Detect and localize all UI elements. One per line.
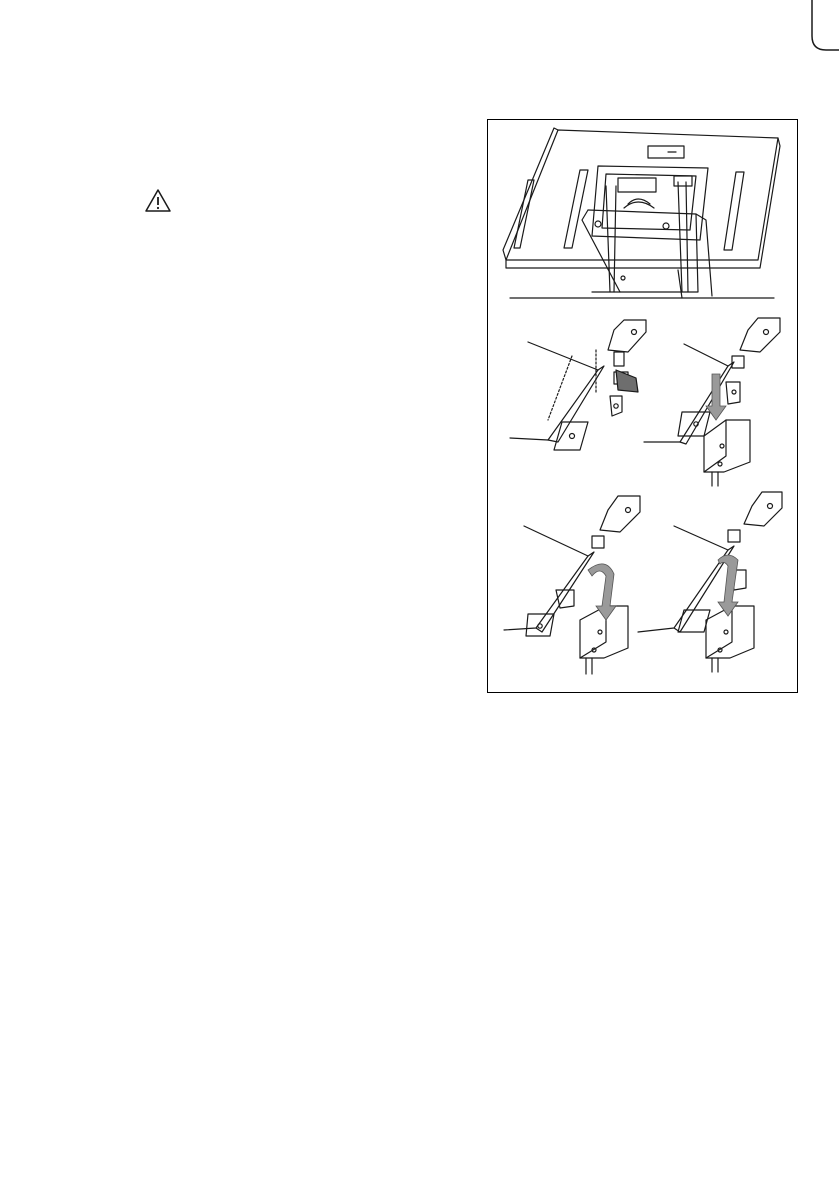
- page-edge-rule: [0, 0, 839, 60]
- warning-triangle-icon: [144, 188, 172, 214]
- step-1-panel: [510, 320, 646, 450]
- curved-arrow-icon: [588, 564, 616, 620]
- step-4-panel: [638, 492, 782, 672]
- curved-arrow-icon-2: [718, 555, 738, 616]
- hob-installation-illustration: [488, 120, 799, 694]
- installation-figure: [487, 119, 798, 693]
- arrow-icons: [588, 374, 738, 620]
- step-3-panel: [504, 496, 640, 674]
- overview-panel: [503, 128, 780, 298]
